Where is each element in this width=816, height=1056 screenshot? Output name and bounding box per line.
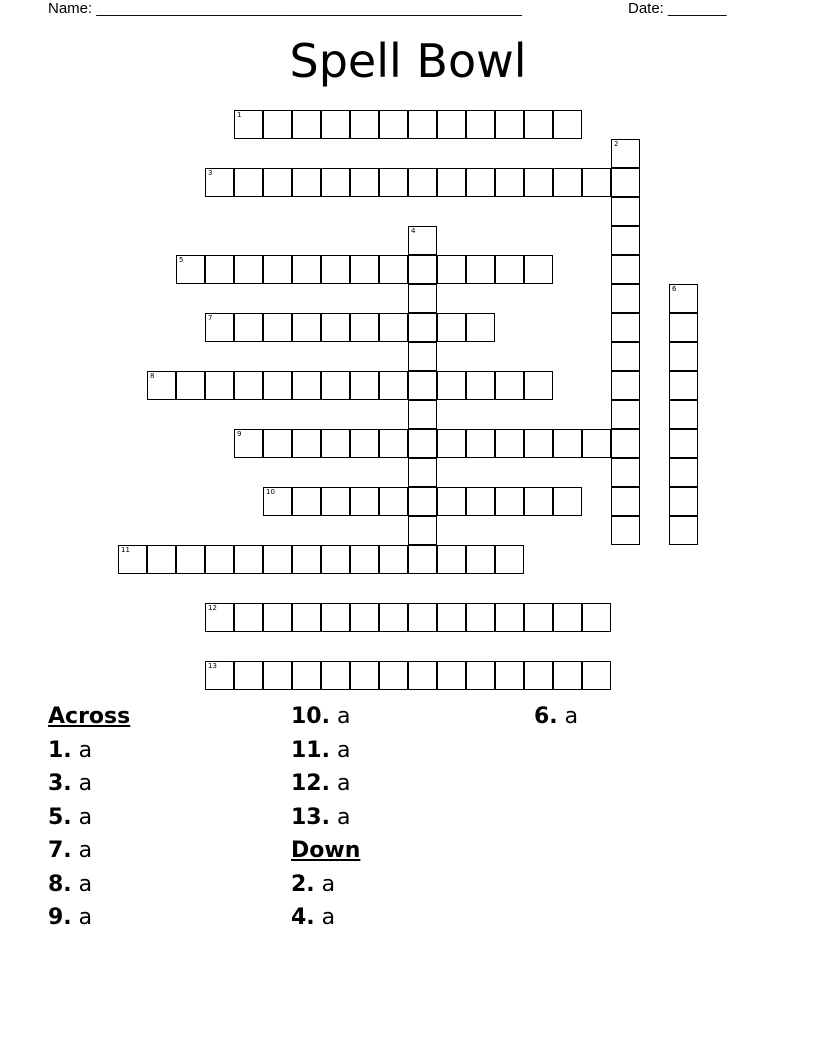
crossword-cell[interactable] [466,603,495,632]
crossword-cell[interactable] [263,313,292,342]
crossword-cell[interactable] [408,516,437,545]
cell-number: 8 [150,372,155,380]
crossword-cell[interactable] [611,342,640,371]
crossword-cell[interactable] [379,255,408,284]
clue-across-7 [48,834,130,868]
clue-text: a [336,771,351,796]
clue-number: 7. [48,838,72,863]
crossword-cell[interactable] [611,458,640,487]
crossword-cell[interactable] [524,487,553,516]
crossword-cell[interactable] [524,429,553,458]
crossword-cell[interactable] [466,661,495,690]
crossword-cell[interactable] [495,429,524,458]
clue-text: a [321,871,336,897]
cell-number: 12 [208,604,217,612]
cell-number: 2 [614,140,619,148]
crossword-cell[interactable] [292,429,321,458]
crossword-cell[interactable] [495,487,524,516]
crossword-cell[interactable] [292,661,321,690]
crossword-cell[interactable] [611,197,640,226]
clue-across-10 [291,700,360,734]
clue-number: 8. [48,871,72,897]
crossword-cell[interactable] [350,168,379,197]
crossword-cell[interactable] [408,255,437,284]
crossword-cell[interactable] [408,226,437,255]
crossword-cell[interactable] [176,545,205,574]
crossword-cell[interactable] [408,487,437,516]
crossword-cell[interactable] [669,371,698,400]
crossword-cell[interactable] [669,400,698,429]
date-field-label: Date: _______ [628,0,727,17]
clue-across-9 [48,901,130,935]
crossword-cell[interactable] [611,139,640,168]
crossword-cell[interactable] [292,313,321,342]
crossword-cell[interactable] [495,545,524,574]
crossword-cell[interactable] [553,168,582,197]
crossword-cell[interactable] [234,661,263,690]
clue-number: 4. [291,905,315,930]
clue-number: 5. [48,804,72,830]
crossword-cell[interactable] [669,342,698,371]
crossword-cell[interactable] [437,487,466,516]
clue-text: a [78,871,93,897]
clue-across-8 [48,868,130,902]
clue-number: 9. [48,905,72,930]
crossword-cell[interactable] [234,371,263,400]
crossword-cell[interactable] [292,487,321,516]
crossword-cell[interactable] [495,603,524,632]
crossword-cell[interactable] [321,168,350,197]
cell-number: 13 [208,662,217,670]
name-field-label: Name: ___________________________________________________ [48,0,522,17]
crossword-cell[interactable] [611,255,640,284]
crossword-cell[interactable] [234,313,263,342]
crossword-cell[interactable] [466,255,495,284]
crossword-cell[interactable] [495,255,524,284]
crossword-cell[interactable] [553,661,582,690]
crossword-cell[interactable] [205,255,234,284]
clue-across-13 [291,801,360,835]
crossword-cell[interactable] [437,603,466,632]
crossword-cell[interactable] [379,371,408,400]
clue-number: 1. [48,737,72,763]
crossword-cell[interactable] [350,661,379,690]
crossword-cell[interactable] [582,168,611,197]
crossword-cell[interactable] [350,487,379,516]
crossword-cell[interactable] [553,429,582,458]
crossword-cell[interactable] [263,661,292,690]
crossword-cell[interactable] [263,371,292,400]
clue-across-1 [48,734,130,768]
clue-text: a [336,704,351,729]
crossword-cell[interactable] [466,313,495,342]
crossword-cell[interactable] [176,255,205,284]
clue-number: 12. [291,771,330,796]
crossword-cell[interactable] [495,661,524,690]
crossword-cell[interactable] [379,429,408,458]
clue-text: a [78,804,93,830]
crossword-cell[interactable] [292,545,321,574]
crossword-cell[interactable] [437,110,466,139]
clue-text: a [321,905,336,930]
crossword-cell[interactable] [466,168,495,197]
crossword-cell[interactable] [669,487,698,516]
crossword-cell[interactable] [466,487,495,516]
clue-number: 2. [291,871,315,897]
cell-number: 4 [411,227,416,235]
crossword-cell[interactable] [292,255,321,284]
crossword-cell[interactable] [263,255,292,284]
crossword-cell[interactable] [292,110,321,139]
crossword-cell[interactable] [205,603,234,632]
crossword-cell[interactable] [147,545,176,574]
crossword-cell[interactable] [437,255,466,284]
crossword-cell[interactable] [466,429,495,458]
crossword-cell[interactable] [611,429,640,458]
cell-number: 10 [266,488,275,496]
crossword-cell[interactable] [205,545,234,574]
crossword-cell[interactable] [611,516,640,545]
crossword-cell[interactable] [524,168,553,197]
crossword-cell[interactable] [321,313,350,342]
crossword-cell[interactable] [669,313,698,342]
crossword-cell[interactable] [437,168,466,197]
crossword-cell[interactable] [408,661,437,690]
crossword-cell[interactable] [437,661,466,690]
crossword-cell[interactable] [408,458,437,487]
cell-number: 11 [121,546,130,554]
crossword-cell[interactable] [553,603,582,632]
clue-number: 10. [291,704,330,729]
crossword-cell[interactable] [321,255,350,284]
cell-number: 3 [208,169,213,177]
crossword-cell[interactable] [524,661,553,690]
crossword-cell[interactable] [321,661,350,690]
crossword-cell[interactable] [524,371,553,400]
crossword-cell[interactable] [205,168,234,197]
crossword-cell[interactable] [234,545,263,574]
cell-number: 1 [237,111,242,119]
cell-number: 6 [672,285,677,293]
crossword-cell[interactable] [176,371,205,400]
clue-down-6 [534,700,578,734]
header [48,0,748,20]
crossword-cell[interactable] [524,255,553,284]
crossword-cell[interactable] [408,313,437,342]
crossword-cell[interactable] [205,371,234,400]
crossword-cell[interactable] [205,661,234,690]
clue-down-2 [291,868,360,902]
crossword-cell[interactable] [321,487,350,516]
crossword-cell[interactable] [437,371,466,400]
down-heading: Down [291,838,361,863]
crossword-cell[interactable] [524,110,553,139]
clue-across-5 [48,801,130,835]
clue-down-4 [291,901,360,935]
crossword-cell[interactable] [379,603,408,632]
crossword-cell[interactable] [350,603,379,632]
crossword-cell[interactable] [234,110,263,139]
crossword-cell[interactable] [379,313,408,342]
crossword-cell[interactable] [263,110,292,139]
crossword-cell[interactable] [408,284,437,313]
clue-text: a [336,804,351,830]
crossword-cell[interactable] [292,371,321,400]
crossword-cell[interactable] [408,603,437,632]
crossword-cell[interactable] [611,226,640,255]
crossword-cell[interactable] [495,168,524,197]
crossword-cell[interactable] [495,371,524,400]
crossword-cell[interactable] [582,603,611,632]
crossword-cell[interactable] [118,545,147,574]
clue-column-2 [291,700,360,935]
crossword-cell[interactable] [321,603,350,632]
crossword-cell[interactable] [234,603,263,632]
clue-column-1 [48,700,130,935]
crossword-cell[interactable] [234,168,263,197]
crossword-cell[interactable] [611,487,640,516]
crossword-cell[interactable] [321,429,350,458]
crossword-cell[interactable] [495,110,524,139]
crossword-cell[interactable] [611,284,640,313]
crossword-cell[interactable] [669,458,698,487]
crossword-cell[interactable] [669,516,698,545]
crossword-cell[interactable] [263,168,292,197]
crossword-cell[interactable] [263,487,292,516]
crossword-cell[interactable] [524,603,553,632]
crossword-cell[interactable] [408,545,437,574]
crossword-cell[interactable] [553,110,582,139]
crossword-cell[interactable] [669,429,698,458]
crossword-cell[interactable] [205,313,234,342]
crossword-cell[interactable] [466,545,495,574]
crossword-cell[interactable] [350,429,379,458]
clue-number: 6. [534,704,558,729]
clue-column-3 [534,700,578,734]
clue-text: a [336,737,351,763]
crossword-cell[interactable] [611,371,640,400]
clue-across-11 [291,734,360,768]
crossword-cell[interactable] [263,429,292,458]
crossword-cell[interactable] [350,371,379,400]
crossword-cell[interactable] [408,168,437,197]
crossword-cell[interactable] [553,487,582,516]
crossword-cell[interactable] [379,487,408,516]
crossword-cell[interactable] [582,429,611,458]
crossword-cell[interactable] [263,603,292,632]
cell-number: 7 [208,314,213,322]
crossword-cell[interactable] [611,400,640,429]
clue-text: a [78,905,93,930]
crossword-cell[interactable] [263,545,292,574]
crossword-cell[interactable] [466,110,495,139]
crossword-cell[interactable] [437,313,466,342]
crossword-cell[interactable] [350,545,379,574]
crossword-cell[interactable] [350,110,379,139]
cell-number: 5 [179,256,184,264]
page-title: Spell Bowl [289,34,527,88]
crossword-cell[interactable] [611,168,640,197]
crossword-cell[interactable] [466,371,495,400]
crossword-cell[interactable] [379,110,408,139]
clue-across-12 [291,767,360,801]
crossword-cell[interactable] [408,429,437,458]
clue-number: 11. [291,737,330,763]
crossword-cell[interactable] [234,255,263,284]
crossword-cell[interactable] [321,545,350,574]
crossword-cell[interactable] [292,168,321,197]
crossword-cell[interactable] [611,313,640,342]
clue-text: a [78,771,93,796]
clue-number: 3. [48,771,72,796]
crossword-cell[interactable] [408,342,437,371]
crossword-cell[interactable] [379,168,408,197]
crossword-cell[interactable] [437,429,466,458]
crossword-cell[interactable] [292,603,321,632]
clue-across-3 [48,767,130,801]
clue-text: a [78,737,93,763]
crossword-cell[interactable] [234,429,263,458]
crossword-cell[interactable] [408,110,437,139]
crossword-cell[interactable] [582,661,611,690]
clue-text: a [564,704,579,729]
across-heading: Across [48,704,131,729]
crossword-cell[interactable] [437,545,466,574]
crossword-cell[interactable] [669,284,698,313]
clue-number: 13. [291,804,330,830]
clue-text: a [78,838,93,863]
cell-number: 9 [237,430,242,438]
crossword-cell[interactable] [379,661,408,690]
crossword-cell[interactable] [350,255,379,284]
crossword-cell[interactable] [379,545,408,574]
crossword-cell[interactable] [321,110,350,139]
crossword-cell[interactable] [321,371,350,400]
crossword-cell[interactable] [408,400,437,429]
crossword-cell[interactable] [408,371,437,400]
crossword-cell[interactable] [147,371,176,400]
crossword-cell[interactable] [350,313,379,342]
